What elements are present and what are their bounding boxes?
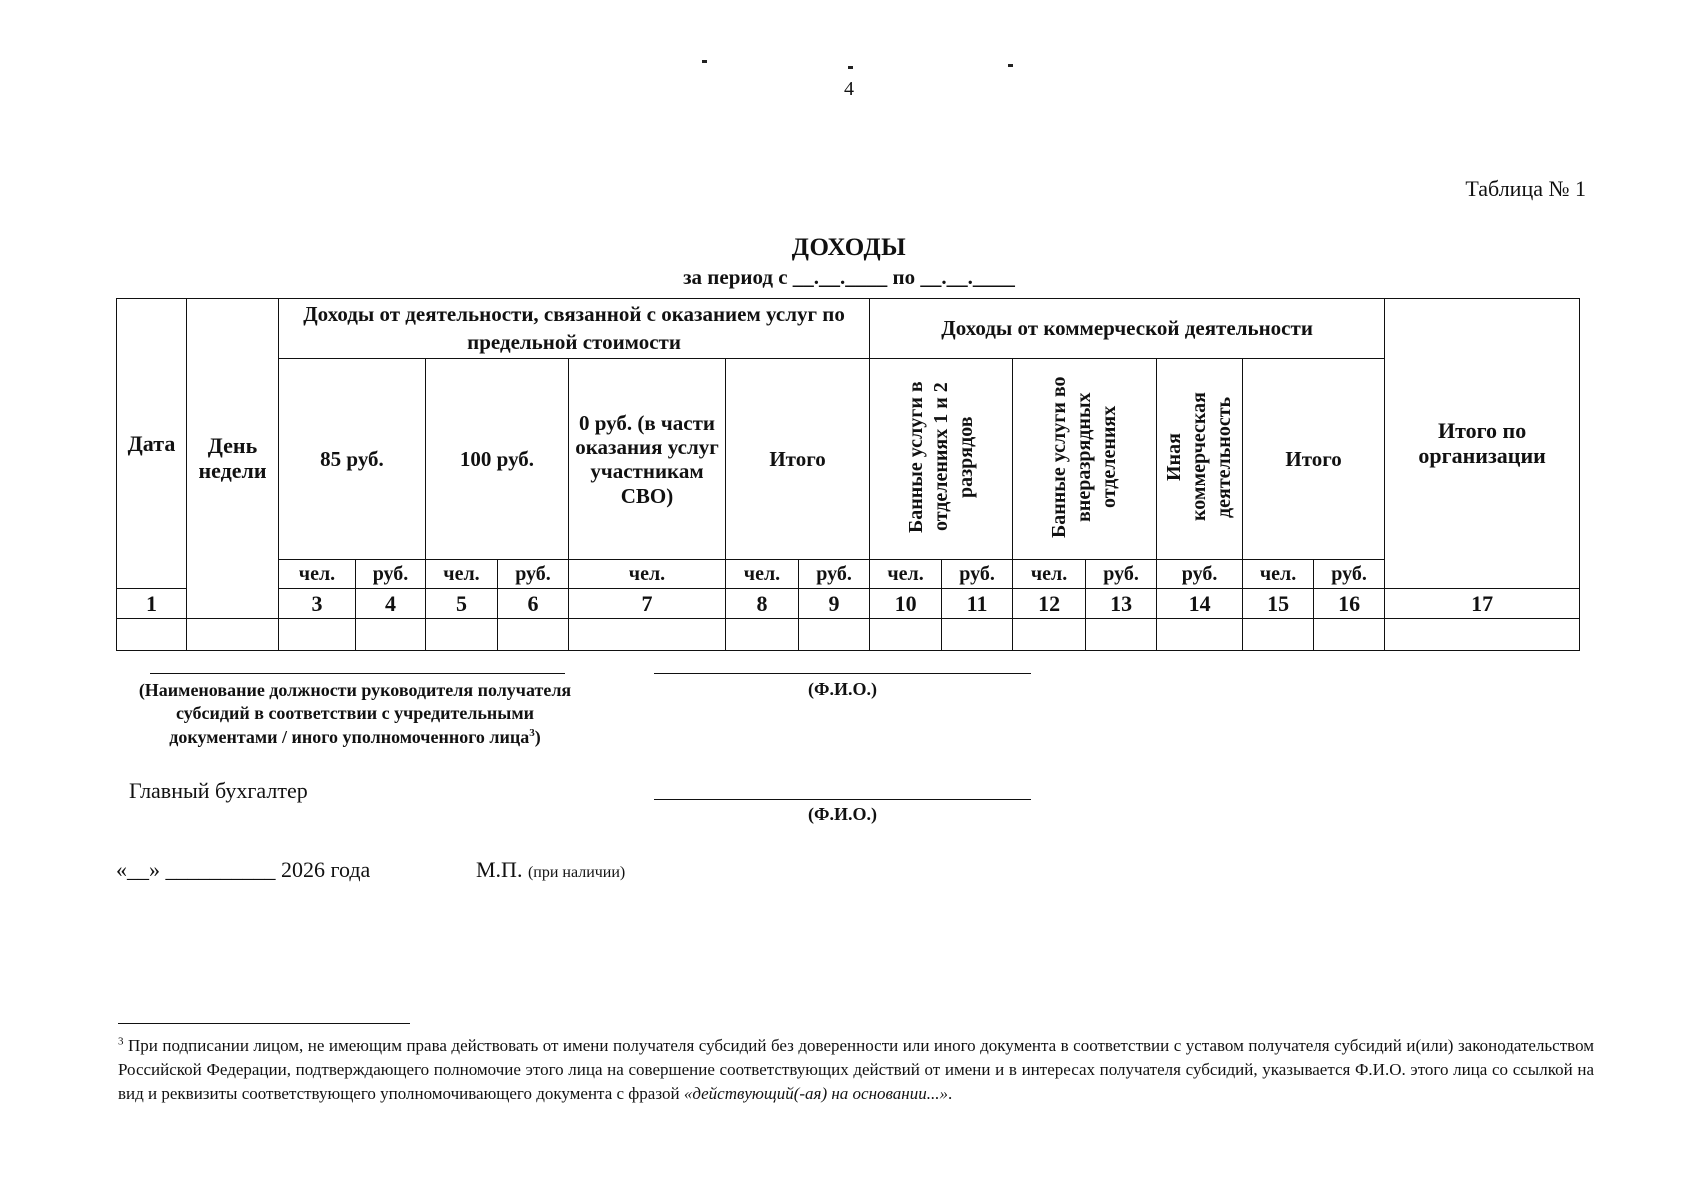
table-label: Таблица № 1 [1465, 176, 1586, 201]
footnote-phrase: «действующий(-ая) на основании...» [683, 1083, 948, 1103]
header-group-regulated: Доходы от деятельности, связанной с оказанием услуг по предельной стоимости [279, 299, 870, 359]
header-group-commercial: Доходы от коммерческой деятельности [870, 299, 1385, 359]
column-number: 5 [426, 588, 498, 618]
unit-rub: руб. [1314, 560, 1385, 588]
page-number: 4 [844, 78, 854, 100]
header-100-rub: 100 руб. [426, 359, 569, 560]
stamp-text: М.П. [476, 857, 523, 882]
header-other-commercial [1157, 359, 1243, 560]
fio-signature-line-1 [654, 673, 1031, 674]
fio-caption-2: (Ф.И.О.) [808, 804, 877, 824]
data-cell-empty [187, 618, 279, 650]
income-table [116, 298, 1580, 651]
column-number: 12 [1013, 588, 1086, 618]
fio-caption-1: (Ф.И.О.) [808, 679, 877, 699]
unit-people: чел. [1243, 560, 1314, 588]
footnote-end: . [947, 1083, 953, 1103]
header-0-rub: 0 руб. (в части оказания услуг участникам СВО) [569, 359, 726, 560]
column-number: 6 [498, 588, 569, 618]
column-number: 4 [356, 588, 426, 618]
footnote-separator [118, 1023, 410, 1024]
header-bath-nonclass-text: Банные услуги во внеразрядных отделениях [1048, 376, 1121, 538]
position-caption-text: (Наименование должности руководителя получателя субсидий в соответствии с учредительными документами / иного уполномоченного лица [138, 680, 572, 747]
footnote-mark: 3 [118, 1035, 124, 1048]
position-signature-line [150, 673, 565, 674]
unit-rub: руб. [498, 560, 569, 588]
column-number: 14 [1157, 588, 1243, 618]
unit-people: чел. [279, 560, 356, 588]
header-weekday: День недели [187, 299, 279, 619]
column-number: 3 [279, 588, 356, 618]
scan-speck [848, 66, 853, 69]
unit-people: чел. [726, 560, 799, 588]
header-commercial-total: Итого [1243, 359, 1385, 560]
unit-people: чел. [569, 560, 726, 588]
header-org-total: Итого по организации [1385, 299, 1580, 589]
unit-people: чел. [1013, 560, 1086, 588]
data-cell-empty [356, 618, 426, 650]
header-bath-1-2-text: Банные услуги в отделениях 1 и 2 разрядов [904, 380, 977, 533]
header-regulated-total: Итого [726, 359, 870, 560]
header-bath-nonclass [1013, 359, 1157, 560]
column-number: 9 [799, 588, 870, 618]
unit-rub: руб. [356, 560, 426, 588]
unit-rub: руб. [1157, 560, 1243, 588]
unit-rub: руб. [942, 560, 1013, 588]
header-date: Дата [117, 299, 187, 589]
date-line: «__» __________ 2026 года [116, 857, 371, 882]
data-cell-empty [799, 618, 870, 650]
data-cell-empty [942, 618, 1013, 650]
stamp-note: (при наличии) [527, 864, 626, 881]
unit-rub: руб. [1086, 560, 1157, 588]
column-number: 17 [1385, 588, 1580, 618]
fio-signature-line-2 [654, 799, 1031, 800]
data-cell-empty [1243, 618, 1314, 650]
column-number: 13 [1086, 588, 1157, 618]
data-cell-empty [726, 618, 799, 650]
header-bath-1-2 [870, 359, 1013, 560]
data-cell-empty [498, 618, 569, 650]
scan-speck [1008, 64, 1013, 67]
data-cell-empty [569, 618, 726, 650]
column-number: 15 [1243, 588, 1314, 618]
data-cell-empty [426, 618, 498, 650]
data-cell-empty [117, 618, 187, 650]
data-cell-empty [1013, 618, 1086, 650]
column-number: 11 [942, 588, 1013, 618]
document-title: ДОХОДЫ [791, 234, 907, 261]
footnote [118, 1034, 1594, 1105]
period-line: за период с __.__.____ по __.__.____ [683, 265, 1015, 289]
column-number: 16 [1314, 588, 1385, 618]
unit-people: чел. [870, 560, 942, 588]
data-cell-empty [870, 618, 942, 650]
stamp-label [476, 857, 625, 883]
footnote-text: При подписании лицом, не имеющим права действовать от имени получателя субсидий без доверенности или иного документа в соответствии с уставом получателя субсидий и(или) законодательством Российской Федерации, подтверждающего полномочие этого лица на совершение соответствующих действий от имени и в интересах получателя субсидий, указывается Ф.И.О. этого лица со ссылкой на вид и реквизиты соответствующего уполномочивающего документа с фразой [118, 1036, 1594, 1103]
data-cell-empty [1157, 618, 1243, 650]
unit-people: чел. [426, 560, 498, 588]
column-number: 8 [726, 588, 799, 618]
data-cell-empty [1086, 618, 1157, 650]
position-caption-end: ) [534, 726, 541, 747]
header-85-rub: 85 руб. [279, 359, 426, 560]
chief-accountant-label: Главный бухгалтер [129, 778, 308, 803]
header-other-commercial-text: Иная коммерческая деятельность [1163, 392, 1236, 522]
data-cell-empty [1314, 618, 1385, 650]
scan-speck [702, 60, 707, 63]
position-caption [120, 679, 590, 749]
unit-rub: руб. [799, 560, 870, 588]
footnote-ref: 3 [529, 726, 535, 739]
data-cell-empty [1385, 618, 1580, 650]
data-cell-empty [279, 618, 356, 650]
column-number: 1 [117, 588, 187, 618]
column-number: 7 [569, 588, 726, 618]
column-number: 10 [870, 588, 942, 618]
